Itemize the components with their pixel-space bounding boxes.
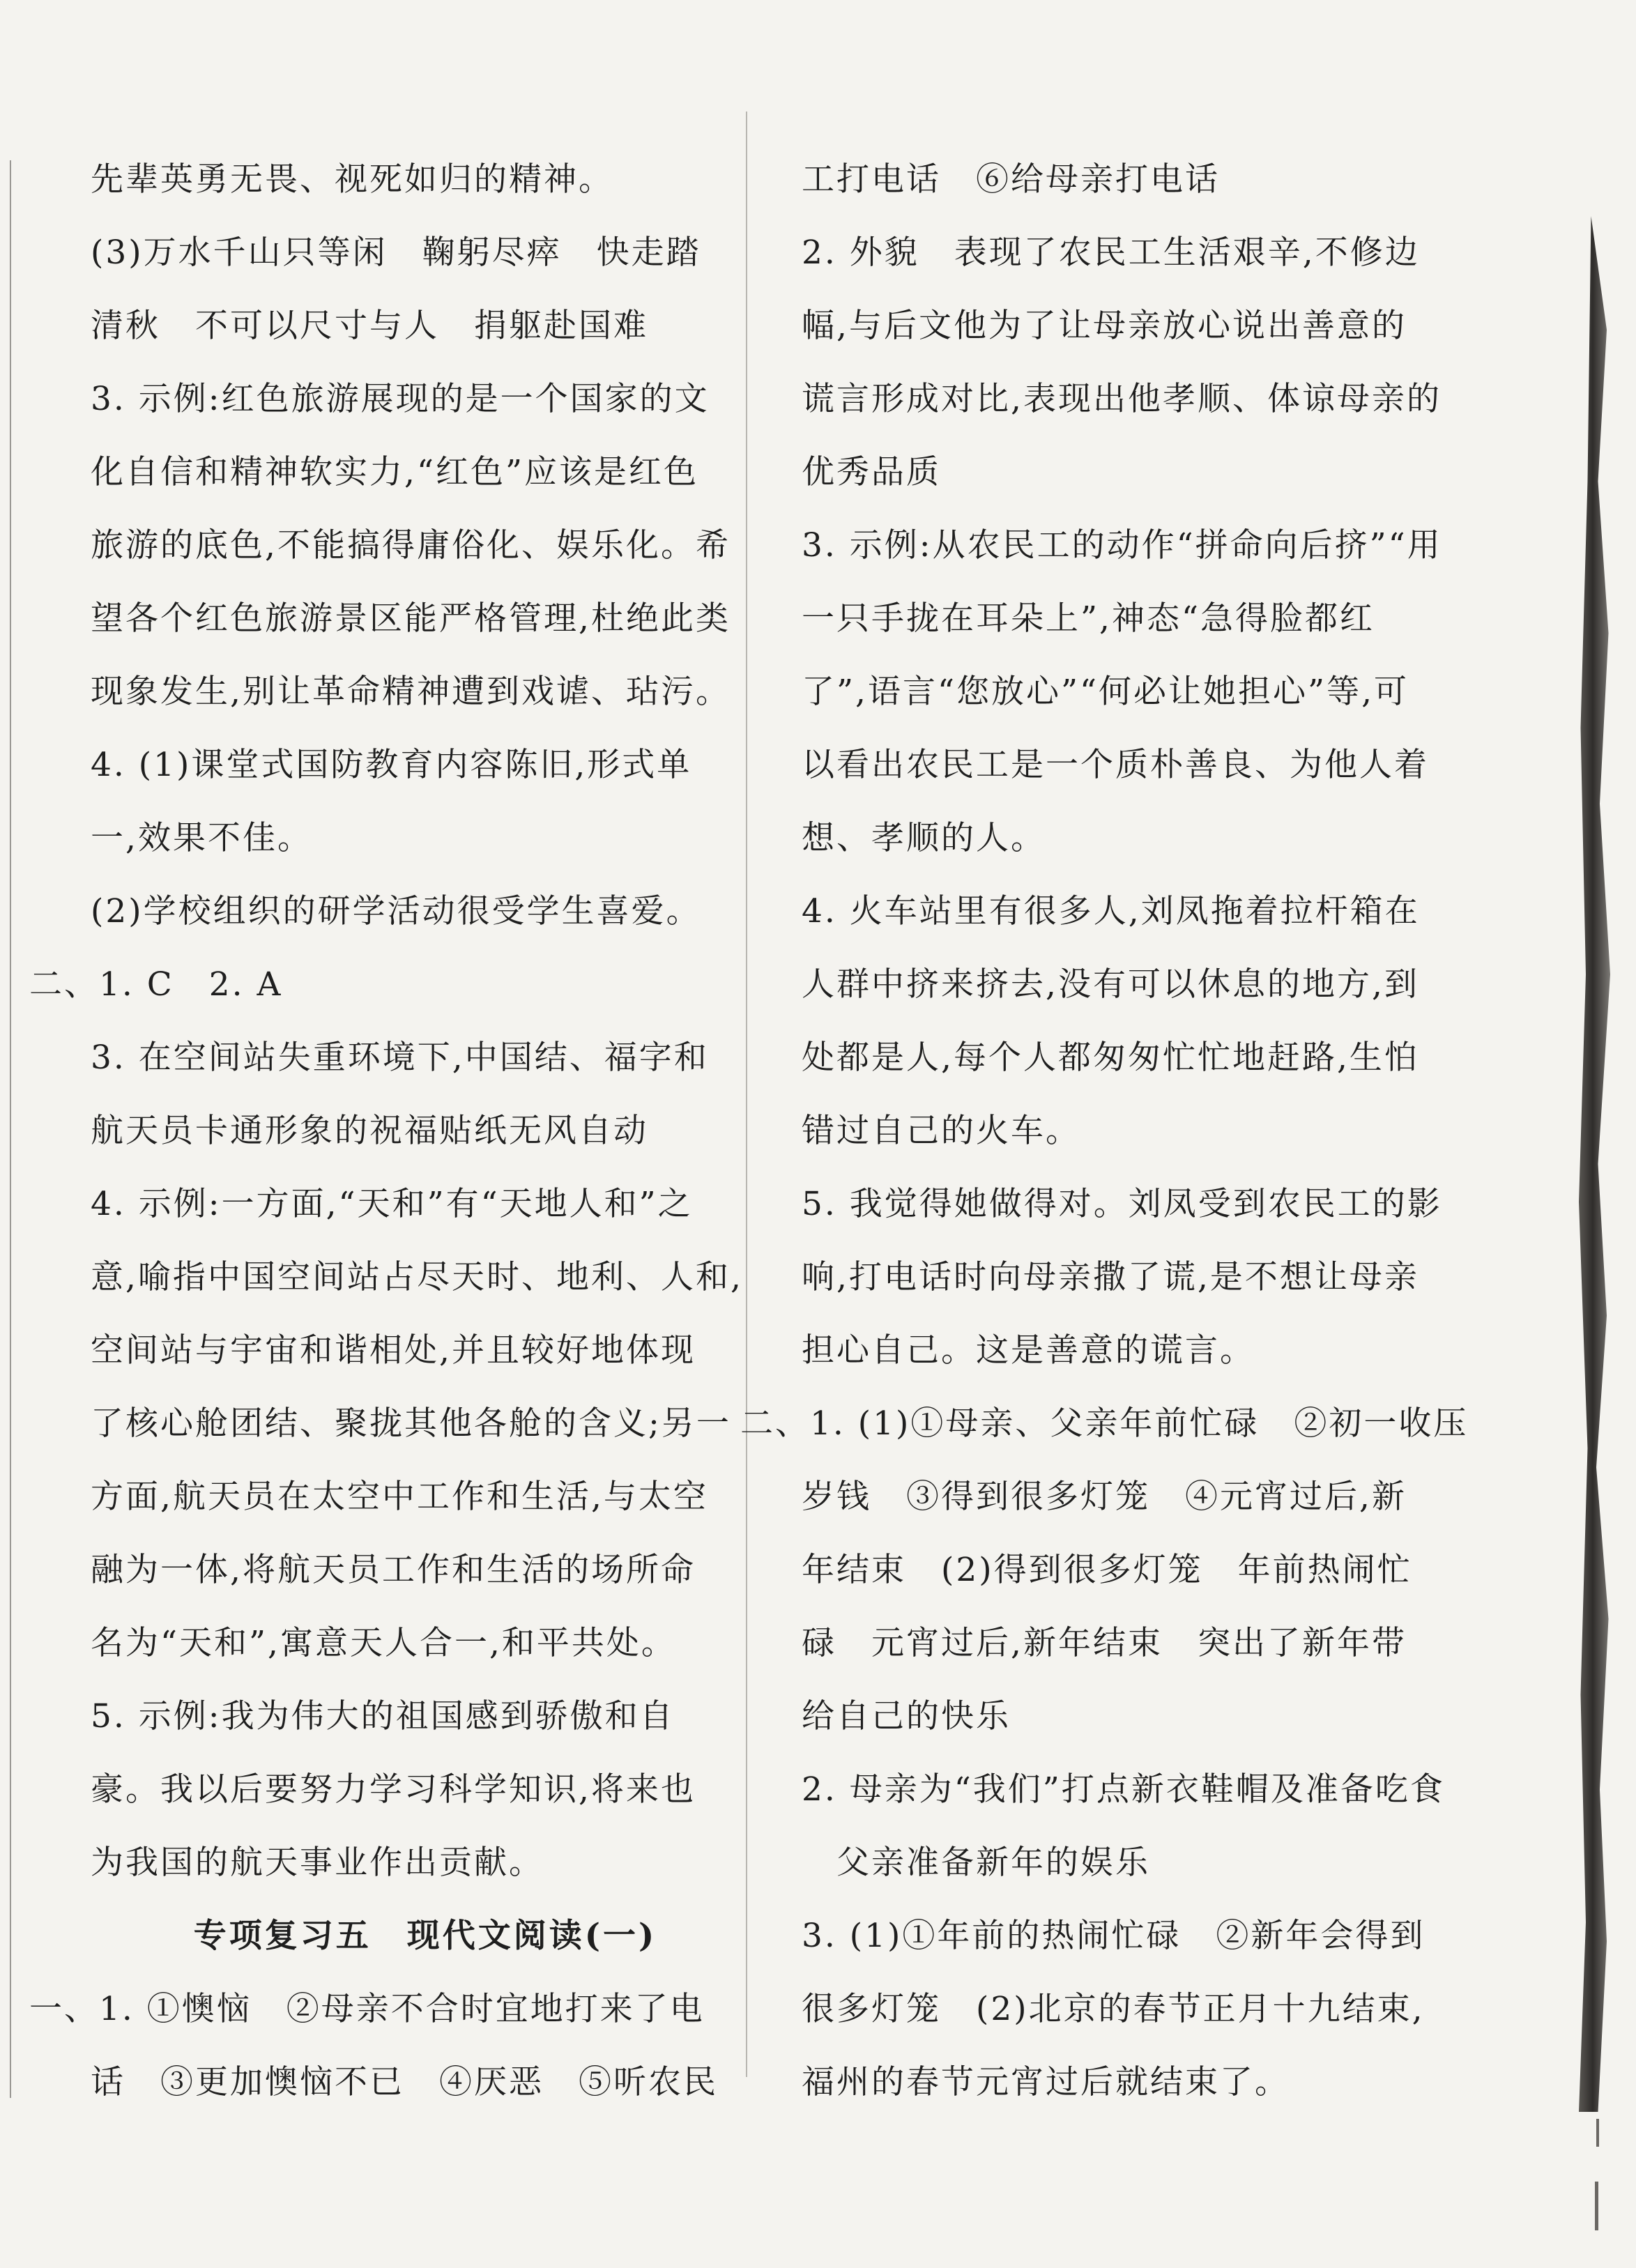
section-title: 专项复习五 现代文阅读(一) xyxy=(193,1917,657,1955)
text-line: 优秀品质 xyxy=(802,453,941,491)
text-line: 2. 母亲为“我们”打点新衣鞋帽及准备吃食 xyxy=(802,1770,1445,1809)
text-line: 现象发生,别让革命精神遭到戏谑、玷污。 xyxy=(91,673,731,711)
text-line: 意,喻指中国空间站占尽天时、地利、人和, xyxy=(91,1258,743,1296)
text-line: 豪。我以后要努力学习科学知识,将来也 xyxy=(91,1770,696,1809)
text-line: 4. 示例:一方面,“天和”有“天地人和”之 xyxy=(91,1185,693,1223)
text-line: 父亲准备新年的娱乐 xyxy=(802,1844,1150,1882)
text-line: 以看出农民工是一个质朴善良、为他人着 xyxy=(802,746,1429,784)
text-line: 响,打电话时向母亲撒了谎,是不想让母亲 xyxy=(802,1258,1419,1296)
text-line: 人群中挤来挤去,没有可以休息的地方,到 xyxy=(802,965,1419,1004)
text-line: 谎言形成对比,表现出他孝顺、体谅母亲的 xyxy=(802,380,1442,418)
text-line: 福州的春节元宵过后就结束了。 xyxy=(802,2063,1290,2101)
text-line: 望各个红色旅游景区能严格管理,杜绝此类 xyxy=(91,599,731,638)
text-line: (2)学校组织的研学活动很受学生喜爱。 xyxy=(91,892,701,930)
text-line: 一,效果不佳。 xyxy=(91,819,312,857)
text-line: 3. 示例:红色旅游展现的是一个国家的文 xyxy=(91,380,710,418)
text-line: 4. (1)课堂式国防教育内容陈旧,形式单 xyxy=(91,746,692,784)
text-line: 5. 我觉得她做得对。刘凤受到农民工的影 xyxy=(802,1185,1442,1223)
text-line: 年结束 (2)得到很多灯笼 年前热闹忙 xyxy=(802,1551,1412,1589)
text-line: 名为“天和”,寓意天人合一,和平共处。 xyxy=(91,1624,676,1662)
text-line: 航天员卡通形象的祝福贴纸无风自动 xyxy=(91,1112,648,1150)
text-line: 5. 示例:我为伟大的祖国感到骄傲和自 xyxy=(91,1697,675,1736)
text-line: 先辈英勇无畏、视死如归的精神。 xyxy=(91,160,613,199)
text-line: 3. 示例:从农民工的动作“拼命向后挤”“用 xyxy=(802,526,1442,565)
section-heading-line: 二、1. (1)①母亲、父亲年前忙碌 ②初一收压 xyxy=(740,1404,1469,1443)
text-line: 化自信和精神软实力,“红色”应该是红色 xyxy=(91,453,698,491)
text-line: 很多灯笼 (2)北京的春节正月十九结束, xyxy=(802,1990,1425,2028)
text-line: 了”,语言“您放心”“何必让她担心”等,可 xyxy=(802,673,1409,711)
text-line: 工打电话 ⑥给母亲打电话 xyxy=(802,160,1220,199)
section-heading-line: 一、1. ①懊恼 ②母亲不合时宜地打来了电 xyxy=(29,1990,705,2028)
text-line: 3. 在空间站失重环境下,中国结、福字和 xyxy=(91,1039,709,1077)
text-line: 方面,航天员在太空中工作和生活,与太空 xyxy=(91,1478,708,1516)
text-line: 4. 火车站里有很多人,刘凤拖着拉杆箱在 xyxy=(802,892,1420,930)
scan-edge-shadow xyxy=(1579,216,1614,2112)
text-line: 碌 元宵过后,新年结束 突出了新年带 xyxy=(802,1624,1407,1662)
text-line: 处都是人,每个人都匆匆忙忙地赶路,生怕 xyxy=(802,1039,1419,1077)
scan-speck xyxy=(1596,2119,1599,2147)
text-line: 话 ③更加懊恼不已 ④厌恶 ⑤听农民 xyxy=(91,2063,718,2101)
text-line: 融为一体,将航天员工作和生活的场所命 xyxy=(91,1551,696,1589)
text-line: 给自己的快乐 xyxy=(802,1697,1011,1736)
text-line: 岁钱 ③得到很多灯笼 ④元宵过后,新 xyxy=(802,1478,1407,1516)
text-line: (3)万水千山只等闲 鞠躬尽瘁 快走踏 xyxy=(91,233,701,272)
text-line: 旅游的底色,不能搞得庸俗化、娱乐化。希 xyxy=(91,526,731,565)
text-line: 2. 外貌 表现了农民工生活艰辛,不修边 xyxy=(802,233,1420,272)
section-heading-line: 二、1. C 2. A xyxy=(29,965,283,1004)
text-line: 了核心舱团结、聚拢其他各舱的含义;另一 xyxy=(91,1404,731,1443)
right-column xyxy=(740,143,1469,2119)
text-line: 清秋 不可以尺寸与人 捐躯赴国难 xyxy=(91,307,648,345)
text-line: 想、孝顺的人。 xyxy=(802,819,1046,857)
text-line: 空间站与宇宙和谐相处,并且较好地体现 xyxy=(91,1331,696,1370)
text-line: 担心自己。这是善意的谎言。 xyxy=(802,1331,1255,1370)
text-line: 为我国的航天事业作出贡献。 xyxy=(91,1844,544,1882)
page-edge-line xyxy=(10,160,11,2098)
text-line: 错过自己的火车。 xyxy=(802,1112,1080,1150)
text-line: 幅,与后文他为了让母亲放心说出善意的 xyxy=(802,307,1407,345)
text-line: 一只手拢在耳朵上”,神态“急得脸都红 xyxy=(802,599,1375,638)
text-line: 3. (1)①年前的热闹忙碌 ②新年会得到 xyxy=(802,1917,1425,1955)
scan-speck xyxy=(1595,2182,1598,2230)
left-column xyxy=(29,143,760,2119)
